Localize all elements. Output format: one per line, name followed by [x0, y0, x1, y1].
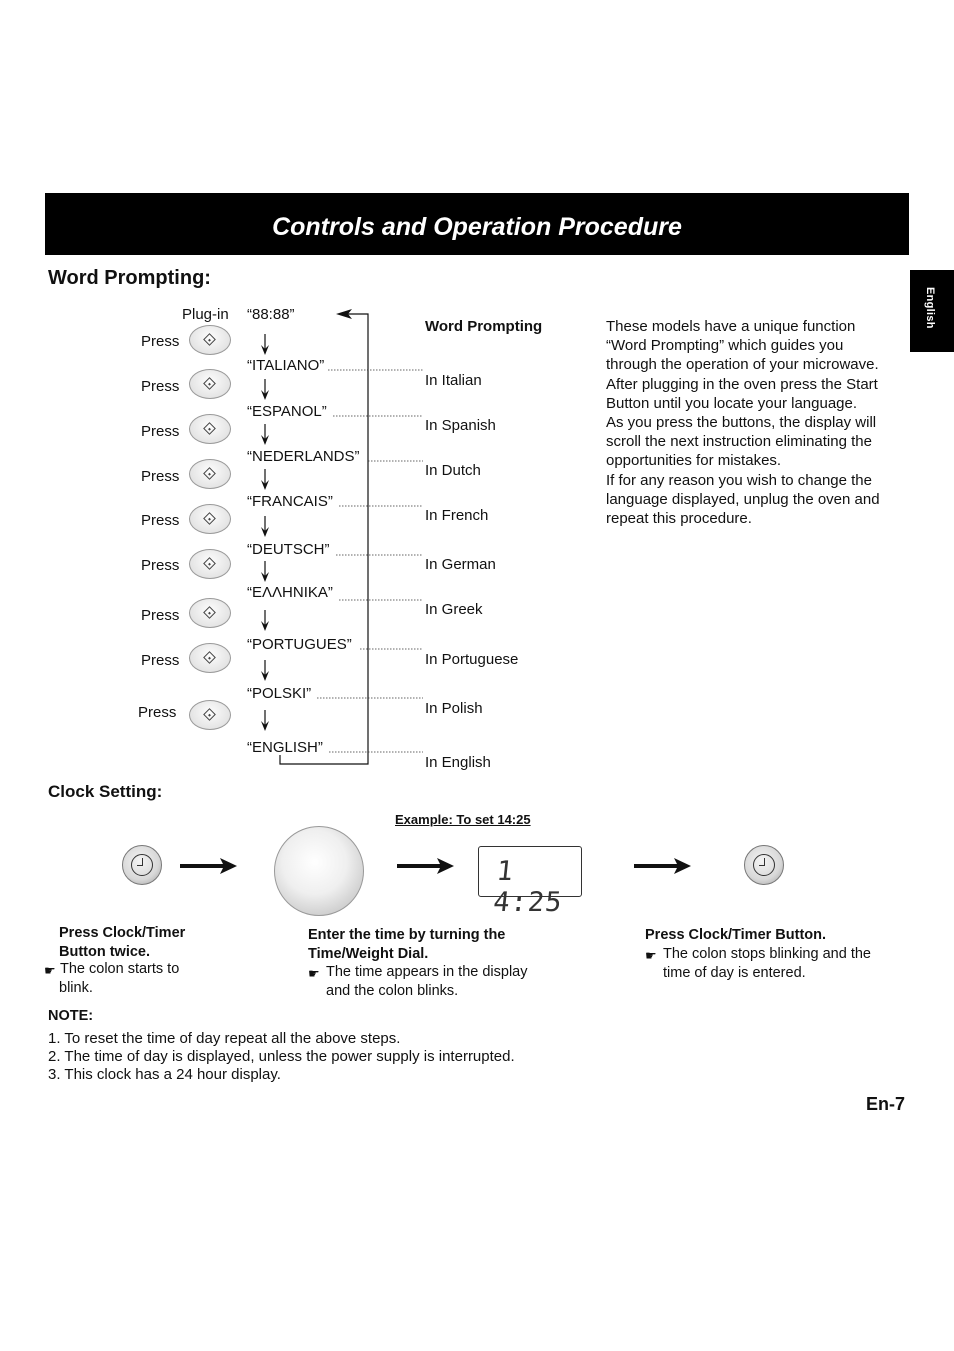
language-label: In French	[425, 507, 489, 524]
clock-display	[478, 846, 582, 918]
step3-note-line: time of day is entered.	[663, 965, 806, 982]
press-label: Press	[138, 704, 177, 721]
clock-timer-button[interactable]	[744, 845, 784, 885]
note-item: 3. This clock has a 24 hour display.	[48, 1065, 281, 1083]
language-label: In Polish	[425, 700, 483, 717]
start-button[interactable]	[189, 643, 231, 673]
start-button[interactable]	[189, 459, 231, 489]
step2-note-line: and the colon blinks.	[326, 983, 459, 1000]
word-prompting-heading: Word Prompting:	[48, 267, 211, 289]
step1-note-line: The colon starts to	[60, 961, 180, 977]
start-button[interactable]	[189, 414, 231, 444]
language-label: In Greek	[425, 601, 483, 618]
description-line: After plugging in the oven press the Start	[606, 375, 878, 393]
step3-title	[645, 926, 826, 945]
description-line: language displayed, unplug the oven and	[606, 490, 880, 508]
note-item: 2. The time of day is displayed, unless the power supply is interrupted.	[48, 1047, 515, 1065]
language-label: In Portuguese	[425, 651, 519, 668]
language-display-text: “DEUTSCH”	[247, 541, 330, 558]
step1-title-line: Press Clock/Timer	[59, 925, 186, 941]
diamond-start-icon	[203, 708, 216, 721]
clock-icon	[131, 854, 153, 876]
diamond-start-icon	[203, 512, 216, 525]
step1-note	[44, 960, 179, 999]
arrow-right-icon	[634, 857, 692, 875]
arrow-right-icon	[397, 857, 455, 875]
language-label: In German	[425, 556, 496, 573]
description-line: repeat this procedure.	[606, 510, 752, 528]
diamond-start-icon	[203, 467, 216, 480]
start-button[interactable]	[189, 549, 231, 579]
diamond-start-icon	[203, 422, 216, 435]
language-display-text: “POLSKI”	[247, 685, 312, 702]
step2-note-line: The time appears in the display	[326, 964, 528, 980]
language-label: In Spanish	[425, 417, 496, 434]
start-button[interactable]	[189, 504, 231, 534]
press-label: Press	[141, 607, 180, 624]
language-label: In Italian	[425, 372, 482, 389]
diamond-start-icon	[203, 557, 216, 570]
step1-title	[59, 924, 185, 963]
description-line: As you press the buttons, the display will	[606, 414, 877, 432]
diamond-start-icon	[203, 606, 216, 619]
start-button[interactable]	[189, 325, 231, 355]
press-label: Press	[141, 468, 180, 485]
word-prompting-description	[606, 317, 906, 528]
description-line: opportunities for mistakes.	[606, 452, 782, 470]
step1-title-line: Button twice.	[59, 944, 151, 961]
language-display-text: “NEDERLANDS”	[247, 448, 360, 465]
pointing-hand-icon: ☛	[44, 963, 56, 978]
step2-title	[308, 926, 505, 965]
press-label: Press	[141, 423, 180, 440]
language-display-text: “FRANCAIS”	[247, 493, 333, 510]
description-line: through the operation of your microwave.	[606, 356, 879, 374]
plug-in-label: Plug-in	[182, 306, 229, 323]
diamond-start-icon	[203, 333, 216, 346]
step1-note-line: blink.	[59, 980, 93, 997]
time-weight-dial[interactable]	[274, 826, 364, 916]
page-title: Controls and Operation Procedure	[272, 213, 682, 241]
press-label: Press	[141, 378, 180, 395]
diamond-start-icon	[203, 377, 216, 390]
language-label: In Dutch	[425, 462, 481, 479]
language-display-text: “ESPANOL”	[247, 403, 327, 420]
step3-title-line: Press Clock/Timer Button.	[645, 927, 827, 943]
language-display-text: “ΕΛΛΗΝΙΚΑ”	[247, 584, 333, 601]
language-display-text: “ENGLISH”	[247, 739, 323, 756]
clock-icon	[753, 854, 775, 876]
description-line: If for any reason you wish to change the	[606, 471, 872, 489]
step2-title-line: Time/Weight Dial.	[308, 946, 429, 963]
notes-list	[48, 1030, 515, 1083]
description-line: scroll the next instruction eliminating the	[606, 433, 872, 451]
start-button[interactable]	[189, 598, 231, 628]
pointing-hand-icon: ☛	[308, 966, 320, 981]
clock-setting-heading: Clock Setting:	[48, 782, 163, 801]
press-label: Press	[141, 333, 180, 350]
example-label: Example: To set 14:25	[395, 812, 531, 827]
clock-timer-button[interactable]	[122, 845, 162, 885]
language-label: In English	[425, 754, 491, 771]
page-number: En-7	[866, 1094, 906, 1114]
step3-note-line: The colon stops blinking and the	[663, 946, 871, 962]
step2-title-line: Enter the time by turning the	[308, 927, 506, 943]
language-display-text: “PORTUGUES”	[247, 636, 352, 653]
start-button[interactable]	[189, 369, 231, 399]
description-line: “Word Prompting” which guides you	[606, 337, 844, 355]
clock-display-value: 1 4:25	[491, 856, 565, 918]
start-button[interactable]	[189, 700, 231, 730]
press-label: Press	[141, 512, 180, 529]
pointing-hand-icon: ☛	[645, 948, 657, 963]
description-line: These models have a unique function	[606, 318, 856, 335]
side-tab-label: English	[924, 287, 936, 329]
press-label: Press	[141, 557, 180, 574]
press-label: Press	[141, 652, 180, 669]
arrow-right-icon	[180, 857, 238, 875]
description-line: Button until you locate your language.	[606, 394, 858, 412]
initial-display-text: “88:88”	[247, 306, 295, 323]
word-prompting-column-heading: Word Prompting	[425, 318, 543, 335]
notes-heading: NOTE:	[48, 1008, 94, 1024]
diamond-start-icon	[203, 651, 216, 664]
language-display-text: “ITALIANO”	[247, 357, 325, 374]
note-item: 1. To reset the time of day repeat all the above steps.	[48, 1030, 401, 1047]
step3-note	[645, 945, 871, 984]
step2-note	[308, 963, 528, 1002]
